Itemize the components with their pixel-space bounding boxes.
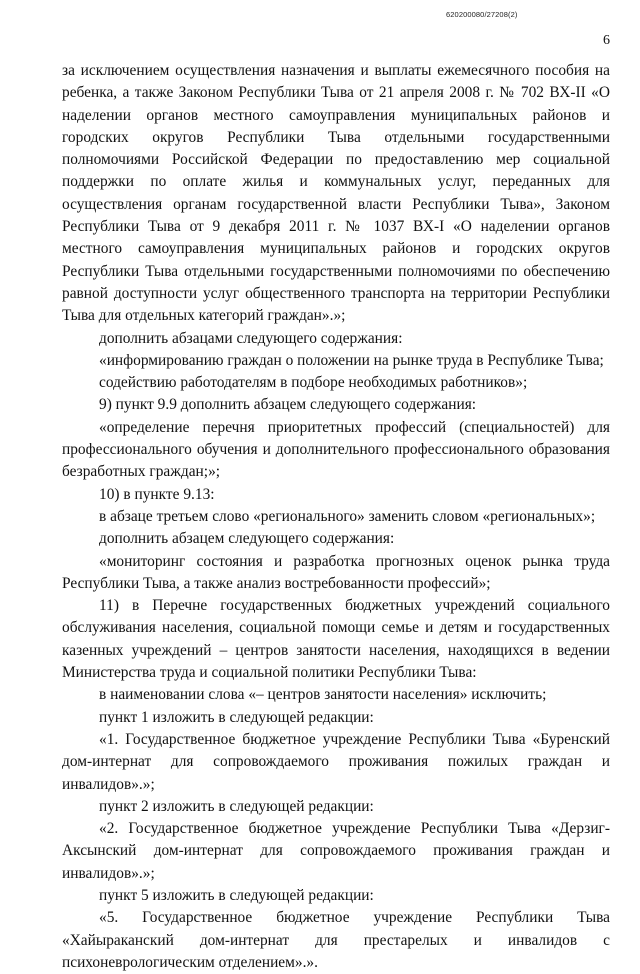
paragraph-3: «информированию граждан о положении на рынке труда в Республике Тыва; (99, 351, 604, 369)
paragraph-13: пункт 1 изложить в следующей редакции: (99, 708, 374, 726)
paragraph-2: дополнить абзацами следующего содержания: (99, 329, 403, 347)
paragraph-5: 9) пункт 9.9 дополнить абзацем следующего содержания: (99, 396, 477, 414)
paragraph-9: дополнить абзацем следующего содержания: (99, 530, 395, 548)
paragraph-12: в наименовании слова «– центров занятости населения» исключить; (99, 686, 547, 704)
paragraph-17: пункт 5 изложить в следующей редакции: (99, 886, 374, 904)
document-body (62, 60, 610, 974)
document-code: 620200080/27208(2) (446, 10, 518, 19)
paragraph-16: «2. Государственное бюджетное учреждение Республики Тыва «Дерзиг-Аксынский дом-интернат для сопровождаемого проживания граждан и инвалидов».»; (62, 820, 610, 882)
paragraph-14: «1. Государственное бюджетное учреждение Республики Тыва «Буренский дом-интернат для сопровождаемого проживания пожилых граждан и инвалидов».»; (62, 730, 610, 793)
paragraph-15: пункт 2 изложить в следующей редакции: (99, 797, 374, 815)
paragraph-6: «определение перечня приоритетных профессий (специальностей) для профессионального обучения и дополнительного профессионального образования безработных граждан;»; (62, 418, 610, 481)
paragraph-8: в абзаце третьем слово «регионального» заменить словом «региональных»; (99, 507, 596, 525)
page-number: 6 (603, 33, 610, 48)
paragraph-10: «мониторинг состояния и разработка прогнозных оценок рынка труда Республики Тыва, а также анализ востребованности профессий»; (62, 552, 610, 592)
paragraph-7: 10) в пункте 9.13: (99, 485, 215, 503)
paragraph-1: за исключением осуществления назначения и выплаты ежемесячного пособия на ребенка, а также Законом Республики Тыва от 21 апреля 2008 г. № 702 ВХ-II «О наделении органов местного самоуправления муниципальных районов и городских округов Республики Тыва отдельными государственными полномочиями Российской Федерации по предоставлению мер социальной поддержки по оплате жилья и коммунальных услуг, переданных для осуществления органам государственной власти Республики Тыва», Законом Республики Тыва от 9 декабря 2011 г. № 1037 ВХ-I «О наделении органов местного самоуправления муниципальных районов и городских округов Республики Тыва отдельными государственными полномочиями по обеспечению равной доступности услуг общественного транспорта на территории Республики Тыва для отдельных категорий граждан».»; (62, 62, 610, 325)
paragraph-4: содействию работодателям в подборе необходимых работников»; (99, 374, 528, 392)
paragraph-11: 11) в Перечне государственных бюджетных учреждений социального обслуживания населения, социальной помощи семье и детям и государственных казенных учреждений – центров занятости населения, находящихся в ведении Министерства труда и социальной политики Республики Тыва: (62, 597, 610, 682)
paragraph-18: «5. Государственное бюджетное учреждение Республики Тыва «Хайыраканский дом-интернат для престарелых и инвалидов с психоневрологическим отделением».». (62, 909, 610, 971)
